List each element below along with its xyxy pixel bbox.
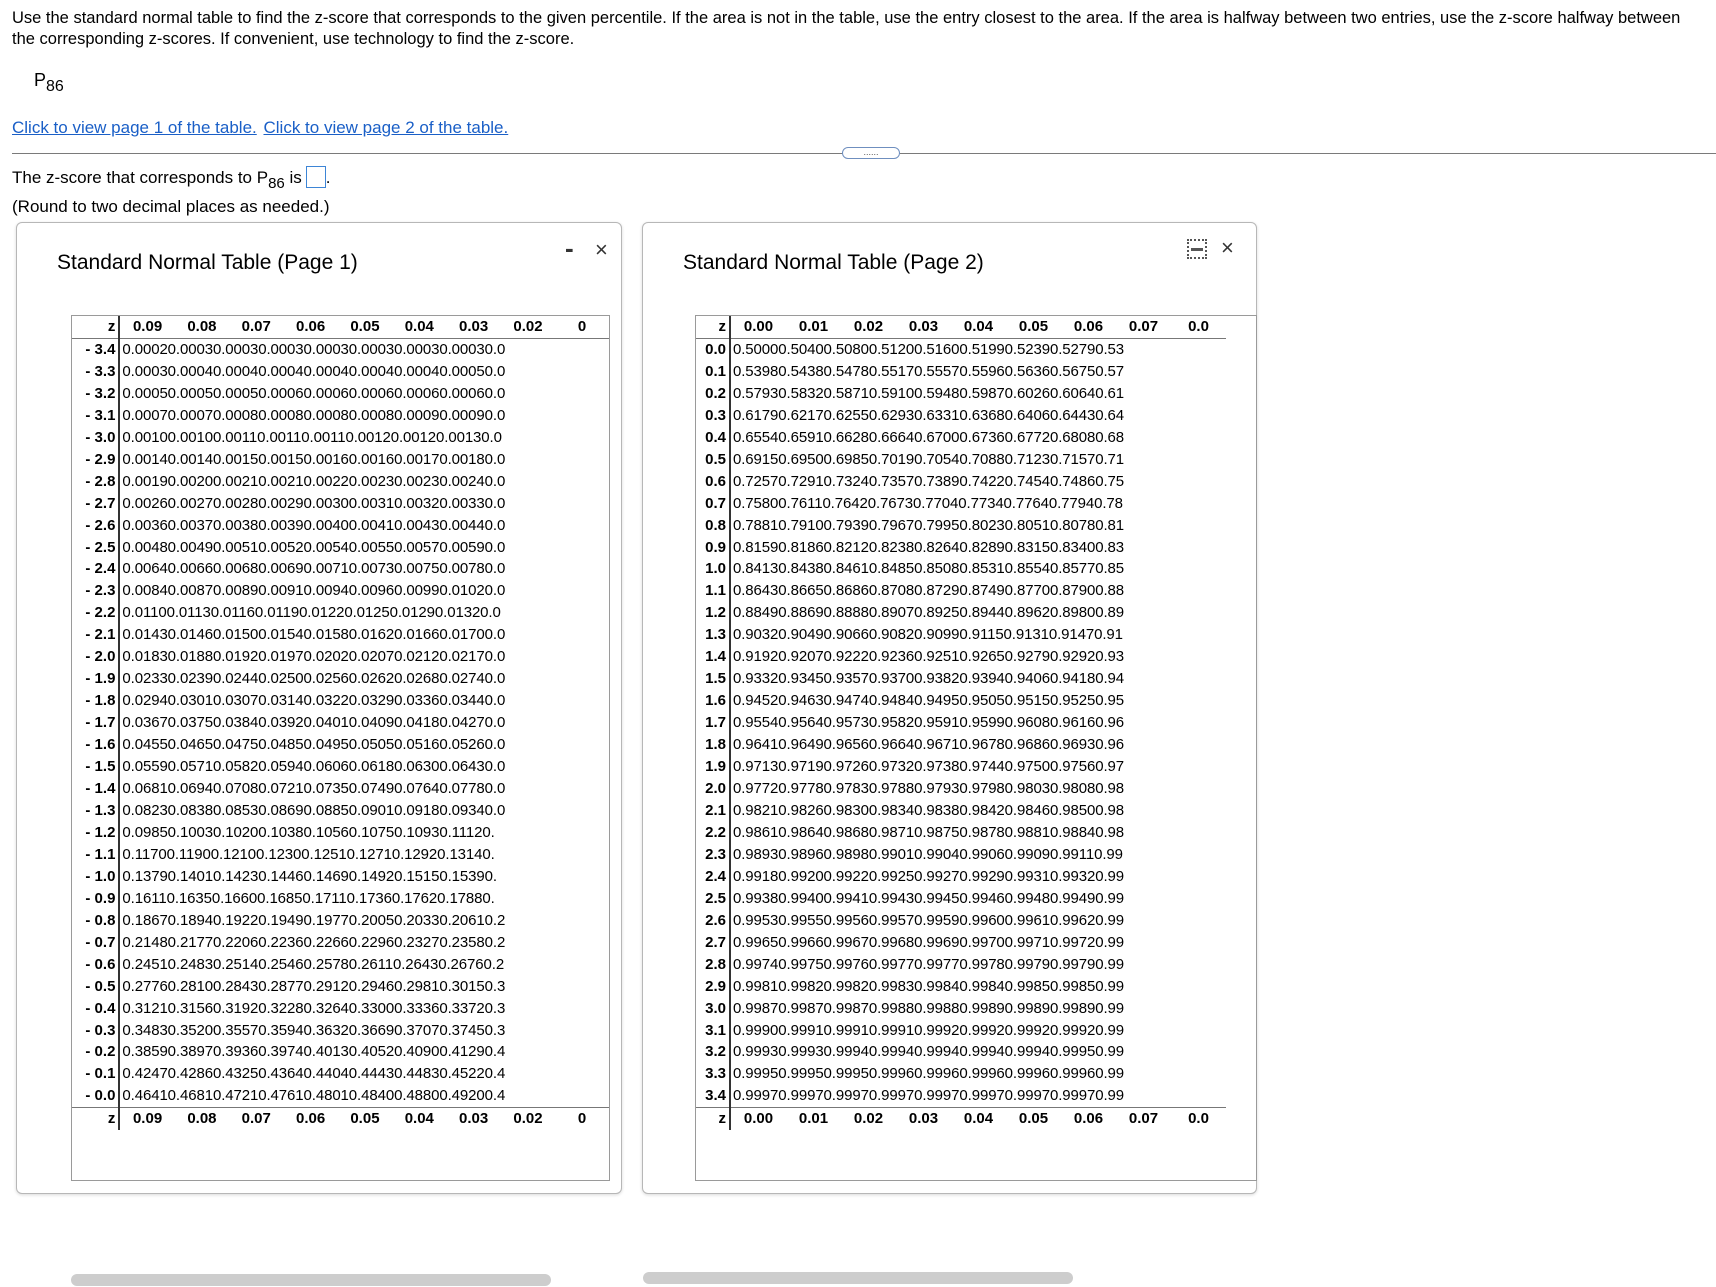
- table-row: [696, 932, 1226, 954]
- view-page-2-link[interactable]: Click to view page 2 of the table.: [263, 118, 509, 137]
- table-row: [72, 778, 609, 800]
- z-value: - 2.1: [72, 624, 119, 646]
- z-value: 2.3: [696, 844, 730, 866]
- z-value: - 1.9: [72, 668, 119, 690]
- answer-input[interactable]: [306, 166, 326, 188]
- row-values: 0.99930.99930.99940.99940.99940.99940.99940.99950.99: [733, 1043, 1125, 1061]
- table-row: [72, 932, 609, 954]
- table-row: [72, 998, 609, 1020]
- row-values: 0.00640.00660.00680.00690.00710.00730.00750.00780.0: [122, 560, 506, 578]
- table-row: [72, 646, 609, 668]
- row-values: 0.02940.03010.03070.03140.03220.03290.03360.03440.0: [122, 692, 506, 710]
- table-row: [72, 910, 609, 932]
- row-values: 0.31210.31560.31920.32280.32640.33000.33360.33720.3: [122, 999, 506, 1017]
- row-values: 0.00190.00200.00210.00210.00220.00230.00230.00240.0: [122, 472, 506, 490]
- column-header: 0.06: [1061, 316, 1116, 338]
- z-value: 3.2: [696, 1041, 730, 1063]
- z-value: 0.6: [696, 471, 730, 493]
- table-row: [72, 800, 609, 822]
- row-values: 0.91920.92070.92220.92360.92510.92650.92790.92920.93: [733, 648, 1125, 666]
- row-values: 0.16110.16350.16600.16850.17110.17360.17620.17880.: [122, 889, 495, 907]
- column-header: 0.06: [283, 316, 337, 338]
- z-value: 1.3: [696, 624, 730, 646]
- z-value: 2.6: [696, 910, 730, 932]
- row-values: 0.75800.76110.76420.76730.77040.77340.77640.77940.78: [733, 494, 1123, 512]
- table-row: [696, 1085, 1226, 1107]
- z-value: - 2.7: [72, 493, 119, 515]
- row-values: 0.21480.21770.22060.22360.22660.22960.23270.23580.2: [122, 933, 506, 951]
- row-values: 0.02330.02390.02440.02500.02560.02620.02680.02740.0: [122, 670, 506, 688]
- row-values: 0.09850.10030.10200.10380.10560.10750.10930.11120.: [122, 823, 495, 841]
- table-row: [72, 844, 609, 866]
- table-row: [72, 558, 609, 580]
- row-values: 0.78810.79100.79390.79670.79950.80230.80510.80780.81: [733, 516, 1125, 534]
- z-value: - 2.4: [72, 558, 119, 580]
- z-value: 1.0: [696, 558, 730, 580]
- table-row: [696, 471, 1226, 493]
- z-header: z: [72, 1108, 119, 1130]
- minimize-icon[interactable]: -: [565, 233, 574, 263]
- table-row: [72, 954, 609, 976]
- z-value: - 3.4: [72, 338, 119, 360]
- row-values: 0.72570.72910.73240.73570.73890.74220.74540.74860.75: [733, 472, 1125, 490]
- column-header: 0.09: [119, 316, 174, 338]
- z-value: 0.4: [696, 427, 730, 449]
- table-row: [696, 537, 1226, 559]
- z-value: 1.6: [696, 690, 730, 712]
- z-value: - 1.2: [72, 822, 119, 844]
- table-row: [72, 756, 609, 778]
- row-values: 0.98930.98960.98980.99010.99040.99060.99090.99110.99: [733, 845, 1123, 863]
- row-values: 0.99180.99200.99220.99250.99270.99290.99310.99320.99: [733, 867, 1125, 885]
- column-header: 0.00: [730, 1108, 786, 1130]
- column-header: 0.05: [338, 316, 392, 338]
- column-header: 0.0: [1171, 316, 1226, 338]
- table-page-1-frame: [71, 315, 610, 1181]
- column-header: 0.03: [446, 316, 500, 338]
- table-row: [72, 888, 609, 910]
- divider-handle[interactable]: ......: [842, 147, 900, 159]
- question-end: .: [325, 168, 331, 187]
- z-value: 2.9: [696, 976, 730, 998]
- row-values: 0.01100.01130.01160.01190.01220.01250.01290.01320.0: [122, 604, 501, 622]
- table-page-2-scrollbar[interactable]: [643, 1269, 1203, 1285]
- row-values: 0.00840.00870.00890.00910.00940.00960.00990.01020.0: [122, 582, 506, 600]
- z-header: z: [696, 316, 730, 338]
- question-prefix: The z-score that corresponds to P: [12, 168, 269, 187]
- table-row: [696, 558, 1226, 580]
- z-value: - 0.6: [72, 954, 119, 976]
- row-values: 0.00020.00030.00030.00030.00030.00030.00030.00030.0: [122, 340, 506, 358]
- row-values: 0.00030.00040.00040.00040.00040.00040.00040.00050.0: [122, 362, 506, 380]
- z-value: 0.5: [696, 449, 730, 471]
- scrollbar-thumb[interactable]: [643, 1272, 1073, 1284]
- row-values: 0.96410.96490.96560.96640.96710.96780.96860.96930.96: [733, 736, 1125, 754]
- row-values: 0.84130.84380.84610.84850.85080.85310.85540.85770.85: [733, 560, 1125, 578]
- column-header: 0.09: [119, 1108, 174, 1130]
- column-header: 0.02: [501, 1108, 555, 1130]
- row-values: 0.01430.01460.01500.01540.01580.01620.01660.01700.0: [122, 626, 506, 644]
- table-row: [72, 427, 609, 449]
- z-value: - 1.8: [72, 690, 119, 712]
- table-row: [72, 405, 609, 427]
- z-value: - 0.0: [72, 1085, 119, 1107]
- column-header: 0.03: [896, 316, 951, 338]
- z-value: 1.1: [696, 580, 730, 602]
- table-row: [696, 624, 1226, 646]
- table-page-1-scrollbar[interactable]: [71, 1271, 608, 1287]
- table-page-1-window: [16, 222, 622, 1194]
- z-value: - 3.0: [72, 427, 119, 449]
- z-value: 2.1: [696, 800, 730, 822]
- z-value: 1.5: [696, 668, 730, 690]
- row-values: 0.05590.05710.05820.05940.06060.06180.06300.06430.0: [122, 758, 506, 776]
- table-row: [696, 602, 1226, 624]
- percentile-subscript: 86: [46, 78, 64, 95]
- table-row: [72, 338, 609, 360]
- table-row: [696, 756, 1226, 778]
- row-values: 0.99740.99750.99760.99770.99770.99780.99790.99790.99: [733, 955, 1125, 973]
- row-values: 0.99900.99910.99910.99910.99920.99920.99920.99920.99: [733, 1021, 1125, 1039]
- z-value: 2.8: [696, 954, 730, 976]
- table-row: [72, 602, 609, 624]
- row-values: 0.98210.98260.98300.98340.98380.98420.98460.98500.98: [733, 801, 1125, 819]
- row-values: 0.93320.93450.93570.93700.93820.93940.94060.94180.94: [733, 670, 1125, 688]
- row-values: 0.03670.03750.03840.03920.04010.04090.04180.04270.0: [122, 714, 506, 732]
- z-value: 2.2: [696, 822, 730, 844]
- z-value: - 0.8: [72, 910, 119, 932]
- table-row: [72, 1020, 609, 1042]
- column-header: 0.06: [1061, 1108, 1116, 1130]
- row-values: 0.88490.88690.88880.89070.89250.89440.89620.89800.89: [733, 604, 1125, 622]
- row-values: 0.98610.98640.98680.98710.98750.98780.98810.98840.98: [733, 823, 1125, 841]
- row-values: 0.27760.28100.28430.28770.29120.29460.29810.30150.3: [122, 977, 506, 995]
- table-page-2-window: [642, 222, 1257, 1194]
- table-row: [72, 515, 609, 537]
- z-value: 0.9: [696, 537, 730, 559]
- row-values: 0.61790.62170.62550.62930.63310.63680.64060.64430.64: [733, 406, 1125, 424]
- row-values: 0.11700.11900.12100.12300.12510.12710.12920.13140.: [122, 845, 495, 863]
- table-row: [696, 976, 1226, 998]
- table-row: [72, 580, 609, 602]
- table-row: [72, 668, 609, 690]
- row-values: 0.99650.99660.99670.99680.99690.99700.99710.99720.99: [733, 933, 1125, 951]
- row-values: 0.81590.81860.82120.82380.82640.82890.83150.83400.83: [733, 538, 1125, 556]
- z-value: - 3.1: [72, 405, 119, 427]
- row-values: 0.00050.00050.00050.00060.00060.00060.00060.00060.0: [122, 384, 506, 402]
- z-value: - 1.4: [72, 778, 119, 800]
- z-value: - 1.5: [72, 756, 119, 778]
- row-values: 0.00070.00070.00080.00080.00080.00080.00090.00090.0: [122, 406, 506, 424]
- question-text: [12, 166, 330, 195]
- table-row: [696, 515, 1226, 537]
- table-row: [696, 338, 1226, 360]
- table-row: [696, 712, 1226, 734]
- table-page-2: [696, 316, 1226, 1130]
- z-value: 3.0: [696, 998, 730, 1020]
- z-value: 2.0: [696, 778, 730, 800]
- table-row: [696, 690, 1226, 712]
- column-header: 0.04: [951, 1108, 1006, 1130]
- percentile-label: [34, 70, 64, 96]
- row-values: 0.42470.42860.43250.43640.44040.44430.44830.45220.4: [122, 1065, 506, 1083]
- column-header: 0: [555, 316, 609, 338]
- row-values: 0.99950.99950.99950.99960.99960.99960.99960.99960.99: [733, 1065, 1125, 1083]
- row-values: 0.50000.50400.50800.51200.51600.51990.52390.52790.53: [733, 340, 1125, 358]
- row-values: 0.53980.54380.54780.55170.55570.55960.56360.56750.57: [733, 362, 1125, 380]
- z-header: z: [696, 1108, 730, 1130]
- z-value: - 0.5: [72, 976, 119, 998]
- table-row: [72, 537, 609, 559]
- z-value: 1.8: [696, 734, 730, 756]
- row-values: 0.65540.65910.66280.66640.67000.67360.67720.68080.68: [733, 428, 1125, 446]
- table-row: [696, 888, 1226, 910]
- table-row: [72, 976, 609, 998]
- z-value: 2.5: [696, 888, 730, 910]
- table-row: [696, 910, 1226, 932]
- table-row: [72, 624, 609, 646]
- row-values: 0.06810.06940.07080.07210.07350.07490.07640.07780.0: [122, 780, 506, 798]
- question-suffix: is: [284, 168, 302, 187]
- row-values: 0.13790.14010.14230.14460.14690.14920.15150.15390.: [122, 867, 497, 885]
- z-value: 3.4: [696, 1085, 730, 1107]
- row-values: 0.04550.04650.04750.04850.04950.05050.05160.05260.0: [122, 736, 506, 754]
- z-value: 1.2: [696, 602, 730, 624]
- table-row: [696, 844, 1226, 866]
- table-row: [72, 383, 609, 405]
- maximize-icon[interactable]: [1187, 239, 1207, 259]
- z-value: - 2.2: [72, 602, 119, 624]
- z-value: - 0.4: [72, 998, 119, 1020]
- column-header: 0.07: [229, 316, 283, 338]
- percentile-letter: P: [34, 70, 47, 90]
- z-value: - 1.7: [72, 712, 119, 734]
- z-value: - 2.6: [72, 515, 119, 537]
- table-row: [696, 1063, 1226, 1085]
- z-value: - 2.5: [72, 537, 119, 559]
- row-values: 0.34830.35200.35570.35940.36320.36690.37070.37450.3: [122, 1021, 506, 1039]
- column-header: 0.07: [1116, 1108, 1171, 1130]
- column-header: 0.02: [501, 316, 555, 338]
- table-row: [696, 493, 1226, 515]
- table-row: [696, 998, 1226, 1020]
- z-value: - 0.9: [72, 888, 119, 910]
- table-row: [72, 361, 609, 383]
- z-value: 1.4: [696, 646, 730, 668]
- row-values: 0.24510.24830.25140.25460.25780.26110.26430.26760.2: [122, 955, 505, 973]
- column-header: 0.07: [229, 1108, 283, 1130]
- column-header: 0.02: [841, 316, 896, 338]
- table-page-2-title: Standard Normal Table (Page 2): [683, 251, 984, 274]
- z-value: - 0.2: [72, 1041, 119, 1063]
- table-row: [696, 822, 1226, 844]
- row-values: 0.97130.97190.97260.97320.97380.97440.97500.97560.97: [733, 758, 1125, 776]
- scrollbar-thumb[interactable]: [71, 1274, 551, 1286]
- row-values: 0.95540.95640.95730.95820.95910.95990.96080.96160.96: [733, 714, 1125, 732]
- row-values: 0.99530.99550.99560.99570.99590.99600.99610.99620.99: [733, 911, 1125, 929]
- row-values: 0.69150.69500.69850.70190.70540.70880.71230.71570.71: [733, 450, 1125, 468]
- z-value: 0.8: [696, 515, 730, 537]
- z-value: 1.7: [696, 712, 730, 734]
- z-value: - 3.2: [72, 383, 119, 405]
- table-row: [696, 361, 1226, 383]
- z-value: - 3.3: [72, 361, 119, 383]
- table-row: [696, 800, 1226, 822]
- z-value: 3.3: [696, 1063, 730, 1085]
- z-value: 0.3: [696, 405, 730, 427]
- column-header: 0.00: [730, 316, 786, 338]
- column-header: 0: [555, 1108, 609, 1130]
- z-value: - 0.7: [72, 932, 119, 954]
- z-value: - 0.1: [72, 1063, 119, 1085]
- row-values: 0.99380.99400.99410.99430.99450.99460.99480.99490.99: [733, 889, 1125, 907]
- table-row: [696, 383, 1226, 405]
- table-links: [12, 118, 508, 138]
- table-row: [696, 778, 1226, 800]
- row-values: 0.57930.58320.58710.59100.59480.59870.60260.60640.61: [733, 384, 1125, 402]
- column-header: 0.08: [175, 1108, 229, 1130]
- z-value: 2.7: [696, 932, 730, 954]
- row-values: 0.00100.00100.00110.00110.00110.00120.00120.00130.0: [122, 428, 502, 446]
- z-header: z: [72, 316, 119, 338]
- table-page-2-frame: [695, 315, 1257, 1181]
- z-value: - 1.1: [72, 844, 119, 866]
- column-header: 0.05: [1006, 1108, 1061, 1130]
- row-values: 0.99810.99820.99820.99830.99840.99840.99850.99850.99: [733, 977, 1125, 995]
- row-values: 0.90320.90490.90660.90820.90990.91150.91310.91470.91: [733, 626, 1123, 644]
- row-values: 0.99870.99870.99870.99880.99880.99890.99890.99890.99: [733, 999, 1125, 1017]
- table-row: [72, 1063, 609, 1085]
- view-page-1-link[interactable]: Click to view page 1 of the table.: [12, 118, 257, 137]
- table-row: [696, 954, 1226, 976]
- instructions-text: Use the standard normal table to find the z-score that corresponds to the given percentile. If the area is not in the table, use the entry closest to the area. If the area is halfway between two entries, use the z-score halfway between the corresponding z-scores. If convenient, use technology to find the z-score.: [12, 9, 1681, 48]
- row-values: 0.94520.94630.94740.94840.94950.95050.95150.95250.95: [733, 692, 1125, 710]
- column-header: 0.08: [175, 316, 229, 338]
- table-row: [696, 449, 1226, 471]
- row-values: 0.38590.38970.39360.39740.40130.40520.40900.41290.4: [122, 1043, 506, 1061]
- row-values: 0.46410.46810.47210.47610.48010.48400.48800.49200.4: [122, 1087, 506, 1105]
- row-values: 0.08230.08380.08530.08690.08850.09010.09180.09340.0: [122, 801, 506, 819]
- z-value: - 2.9: [72, 449, 119, 471]
- column-header: 0.03: [896, 1108, 951, 1130]
- z-value: - 0.3: [72, 1020, 119, 1042]
- row-values: 0.00260.00270.00280.00290.00300.00310.00320.00330.0: [122, 494, 506, 512]
- row-values: 0.00480.00490.00510.00520.00540.00550.00570.00590.0: [122, 538, 506, 556]
- column-header: 0.01: [786, 316, 841, 338]
- table-row: [72, 712, 609, 734]
- table-row: [696, 866, 1226, 888]
- z-value: 0.2: [696, 383, 730, 405]
- column-header: 0.04: [392, 1108, 446, 1130]
- table-row: [72, 822, 609, 844]
- table-row: [72, 449, 609, 471]
- table-row: [72, 866, 609, 888]
- z-value: 3.1: [696, 1020, 730, 1042]
- close-icon[interactable]: ×: [1221, 235, 1234, 260]
- z-value: - 2.3: [72, 580, 119, 602]
- row-values: 0.18670.18940.19220.19490.19770.20050.20330.20610.2: [122, 911, 506, 929]
- close-icon[interactable]: ×: [595, 237, 608, 262]
- column-header: 0.04: [392, 316, 446, 338]
- z-value: 1.9: [696, 756, 730, 778]
- column-header: 0.05: [1006, 316, 1061, 338]
- row-values: 0.00360.00370.00380.00390.00400.00410.00430.00440.0: [122, 516, 506, 534]
- table-row: [696, 734, 1226, 756]
- table-page-1-title: Standard Normal Table (Page 1): [57, 251, 358, 274]
- z-value: 0.0: [696, 338, 730, 360]
- z-value: 0.1: [696, 361, 730, 383]
- column-header: 0.01: [786, 1108, 841, 1130]
- table-row: [72, 493, 609, 515]
- column-header: 0.04: [951, 316, 1006, 338]
- column-header: 0.0: [1171, 1108, 1226, 1130]
- table-row: [72, 734, 609, 756]
- row-values: 0.01830.01880.01920.01970.02020.02070.02120.02170.0: [122, 648, 506, 666]
- z-value: - 1.3: [72, 800, 119, 822]
- z-value: - 2.0: [72, 646, 119, 668]
- row-values: 0.00140.00140.00150.00150.00160.00160.00170.00180.0: [122, 450, 506, 468]
- row-values: 0.99970.99970.99970.99970.99970.99970.99970.99970.99: [733, 1087, 1125, 1105]
- table-row: [72, 1041, 609, 1063]
- column-header: 0.05: [338, 1108, 392, 1130]
- column-header: 0.07: [1116, 316, 1171, 338]
- z-value: - 1.0: [72, 866, 119, 888]
- z-value: - 1.6: [72, 734, 119, 756]
- row-values: 0.97720.97780.97830.97880.97930.97980.98030.98080.98: [733, 780, 1125, 798]
- round-note: (Round to two decimal places as needed.): [12, 197, 330, 216]
- table-page-1: [72, 316, 609, 1130]
- row-values: 0.86430.86650.86860.87080.87290.87490.87700.87900.88: [733, 582, 1125, 600]
- z-value: 2.4: [696, 866, 730, 888]
- column-header: 0.02: [841, 1108, 896, 1130]
- table-row: [72, 1085, 609, 1107]
- table-row: [696, 580, 1226, 602]
- table-row: [696, 668, 1226, 690]
- table-row: [72, 690, 609, 712]
- table-row: [72, 471, 609, 493]
- column-header: 0.06: [283, 1108, 337, 1130]
- z-value: 0.7: [696, 493, 730, 515]
- table-row: [696, 646, 1226, 668]
- table-row: [696, 1041, 1226, 1063]
- table-row: [696, 405, 1226, 427]
- table-row: [696, 1020, 1226, 1042]
- z-value: - 2.8: [72, 471, 119, 493]
- table-row: [696, 427, 1226, 449]
- column-header: 0.03: [446, 1108, 500, 1130]
- question-subscript: 86: [268, 175, 285, 192]
